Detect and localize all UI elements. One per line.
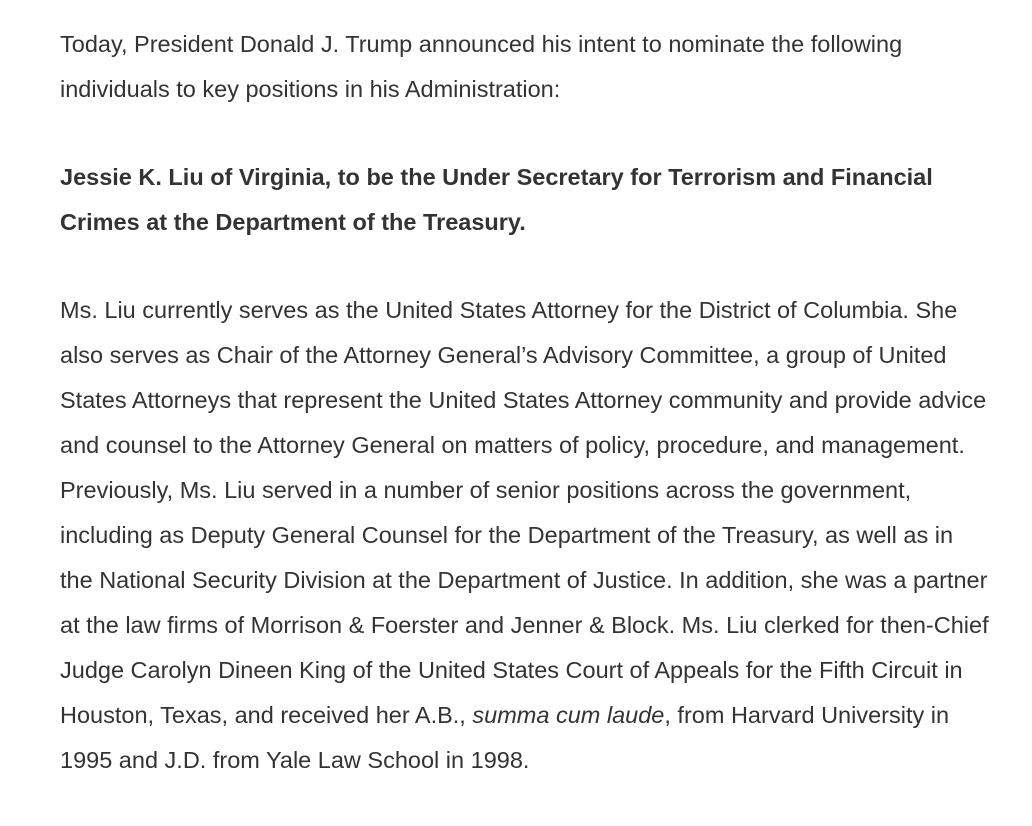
bio-honors-italic: summa cum laude [472,702,665,728]
bio-text-main: Ms. Liu currently serves as the United States Attorney for the District of Columbia. She also serves as Chair of the Attorney General’s Advisory Committee, a group of United States Attorneys that represent the United States Attorney community and provide advice and counsel to the Attorney General on matters of policy, procedure, and management. Previously, Ms. Liu served in a number of senior positions across the government, including as Deputy General Counsel for the Department of the Treasury, as well as in the National Security Division at the Department of Justice. In addition, she was a partner at the law firms of Morrison & Foerster and Jenner & Block. Ms. Liu clerked for then-Chief Judge Carolyn Dineen King of the United States Court of Appeals for the Fifth Circuit in Houston, Texas, and received her A.B., [60,297,989,728]
bio-text-end: , from Harvard University in 1995 and J.D. from Yale Law School in 1998. [60,702,950,773]
article-body [60,22,990,783]
bio-paragraph [60,288,990,783]
nominee-heading: Jessie K. Liu of Virginia, to be the Under Secretary for Terrorism and Financial Crimes at the Department of the Treasury. [60,164,933,235]
intro-paragraph: Today, President Donald J. Trump announced his intent to nominate the following individuals to key positions in his Administration: [60,31,903,102]
